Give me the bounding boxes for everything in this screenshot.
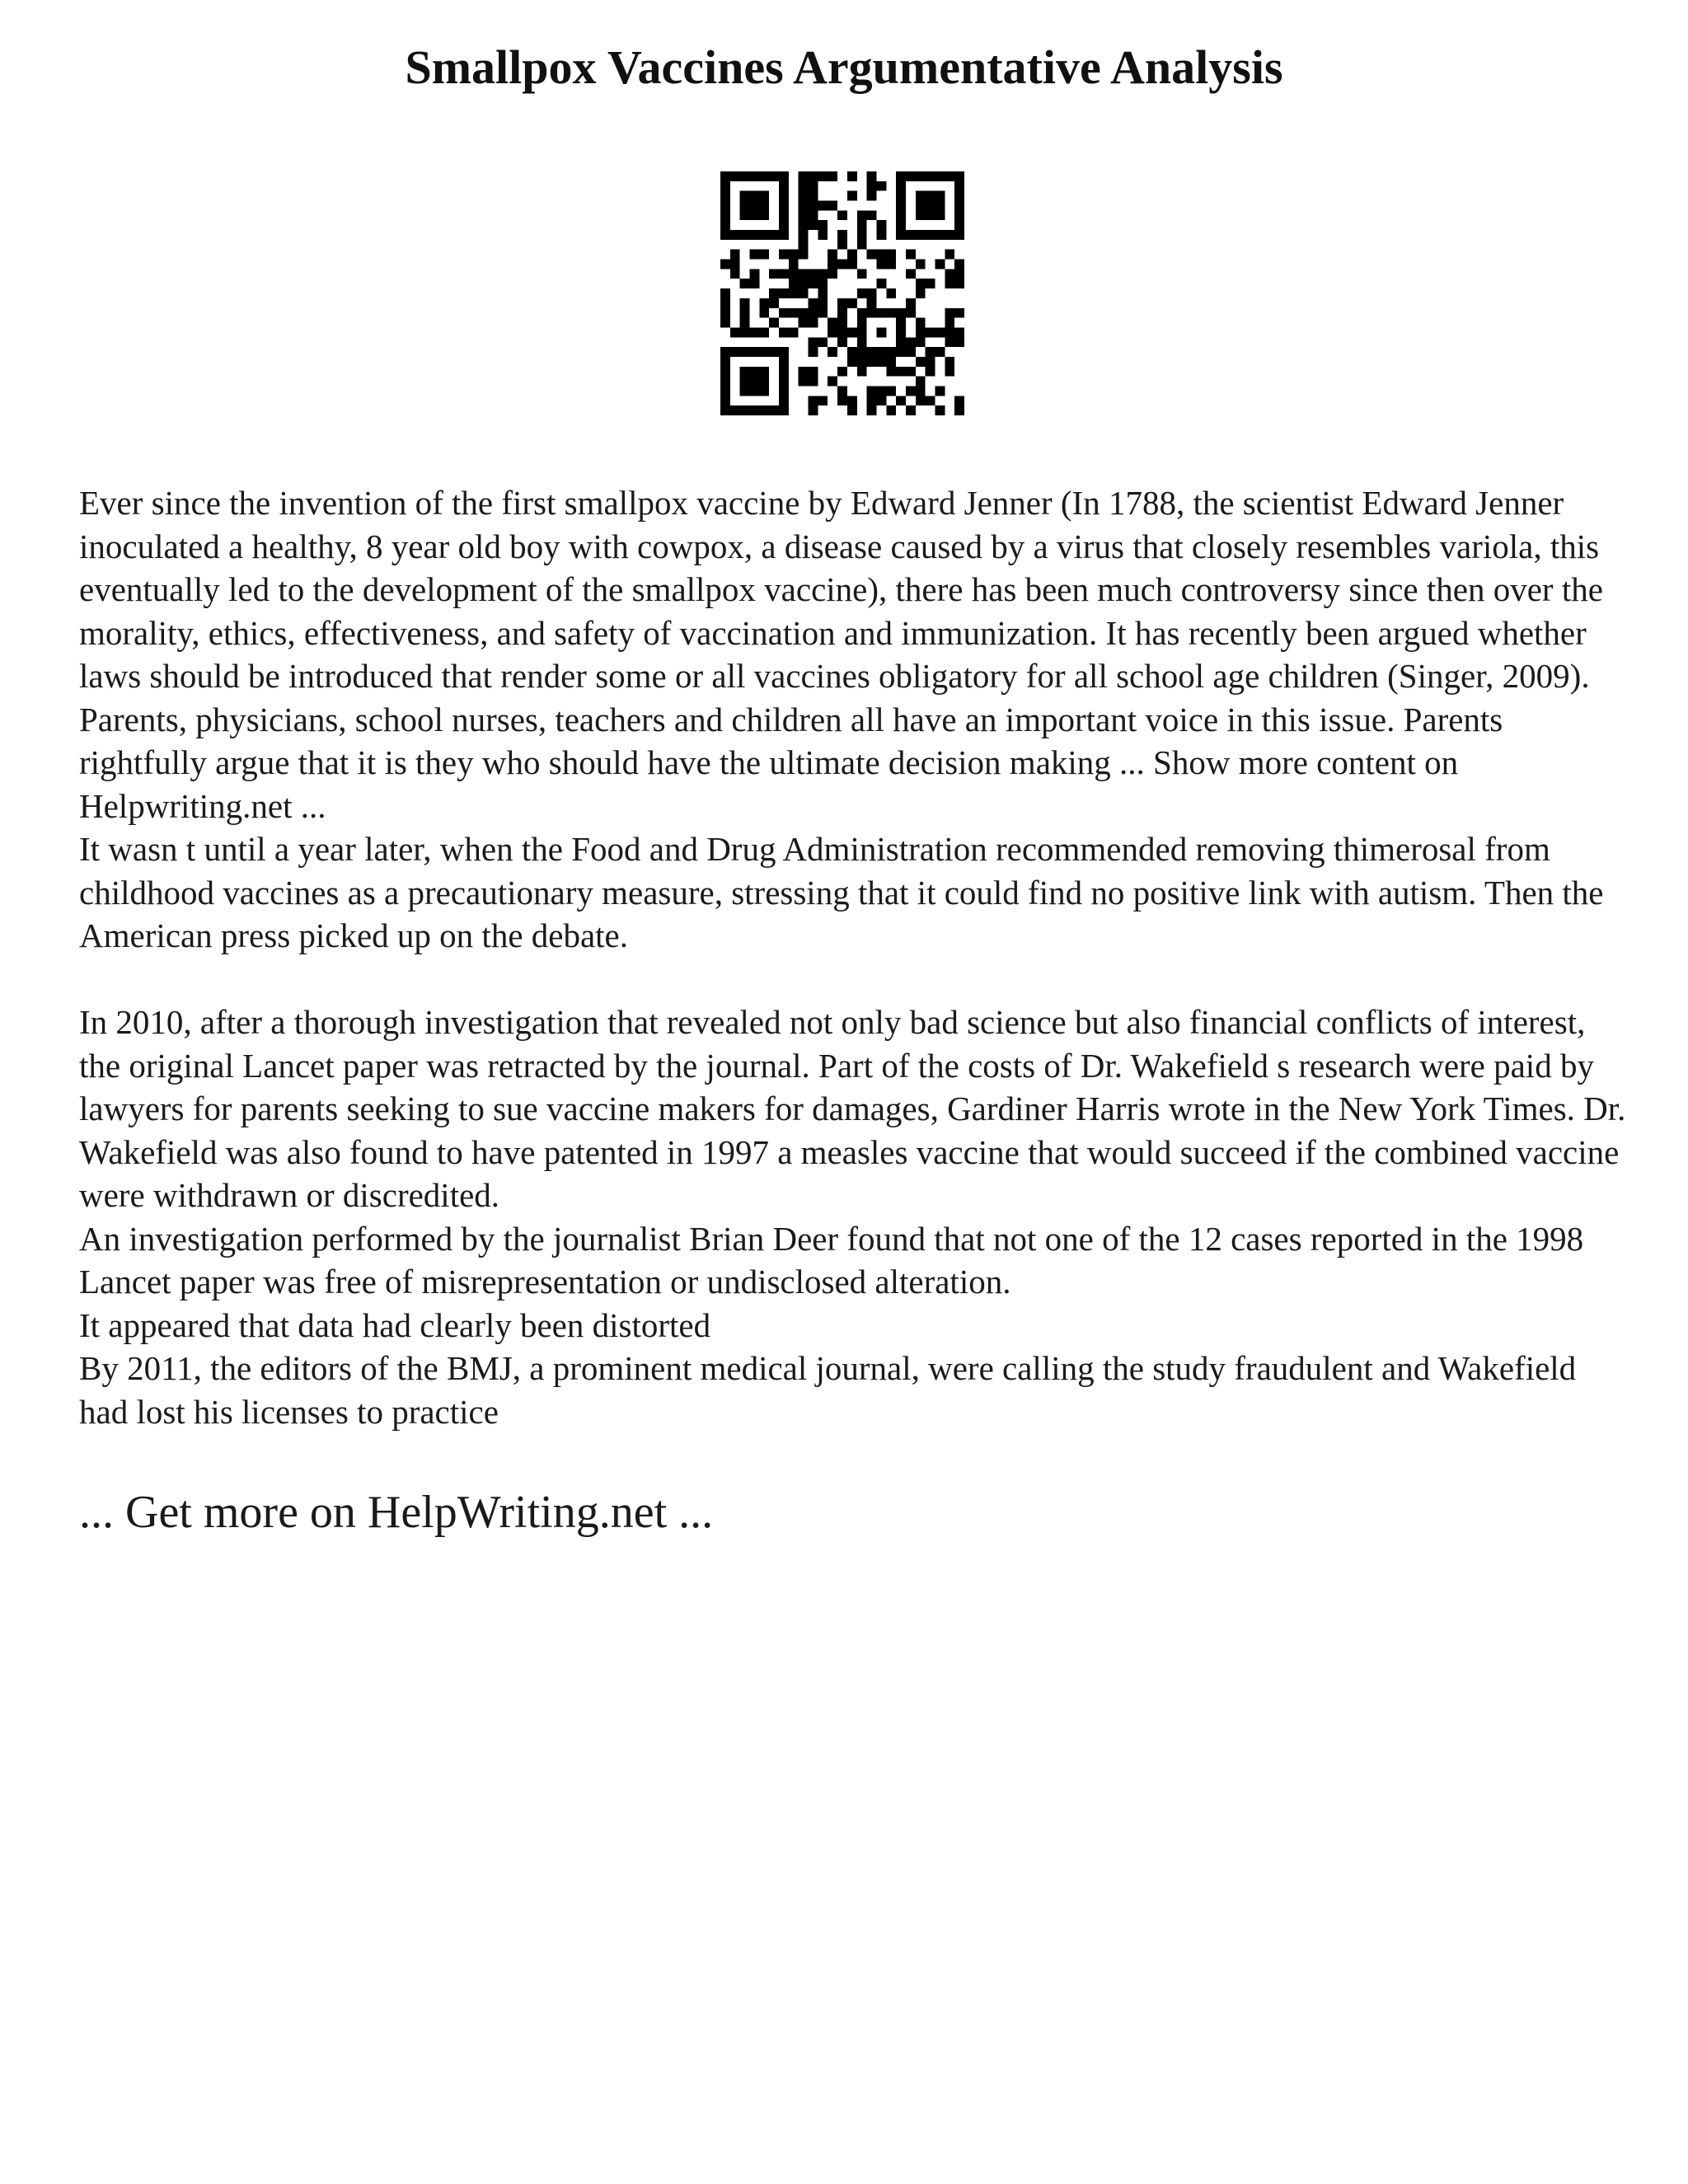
paragraph-gap [79, 958, 1629, 1001]
article-body [79, 481, 1629, 1433]
paragraph: An investigation performed by the journalist Brian Deer found that not one of the 12 cases reported in the 1998 Lancet paper was free of misrepresentation or undisclosed alteration. [79, 1219, 1584, 1301]
paragraph: By 2011, the editors of the BMJ, a prominent medical journal, were calling the study fraudulent and Wakefield had lost his licenses to practice [79, 1349, 1577, 1431]
paragraph: It wasn t until a year later, when the Food and Drug Administration recommended removing thimerosal from childhood vaccines as a precautionary measure, stressing that it could find no positive link with autism. Then the American press picked up on the debate. [79, 830, 1604, 954]
get-more-link[interactable]: ... Get more on HelpWriting.net ... [79, 1487, 714, 1538]
qr-code-icon [720, 171, 964, 415]
paragraph: In 2010, after a thorough investigation that revealed not only bad science but also financial conflicts of interest, the original Lancet paper was retracted by the journal. Part of the costs of Dr. Wakefield s research were paid by lawyers for parents seeking to sue vaccine makers for damages, Gardiner Harris wrote in the New York Times. Dr. Wakefield was also found to have patented in 1997 a measles vaccine that would succeed if the combined vaccine were withdrawn or discredited. [79, 1003, 1626, 1214]
paragraph: It appeared that data had clearly been distorted [79, 1305, 711, 1344]
paragraph: Ever since the invention of the first smallpox vaccine by Edward Jenner (In 1788, the scientist Edward Jenner inoculated a healthy, 8 year old boy with cowpox, a disease caused by a virus that closely resembles variola, this eventually led to the development of the smallpox vaccine), there has been much controversy since then over the morality, ethics, effectiveness, and safety of vaccination and immunization. It has recently been argued whether laws should be introduced that render some or all vaccines obligatory for all school age children (Singer, 2009). Parents, physicians, school nurses, teachers and children all have an important voice in this issue. Parents rightfully argue that it is they who should have the ultimate decision making ... Show more content on Helpwriting.net ... [79, 484, 1603, 825]
page-title: Smallpox Vaccines Argumentative Analysis [405, 40, 1283, 94]
